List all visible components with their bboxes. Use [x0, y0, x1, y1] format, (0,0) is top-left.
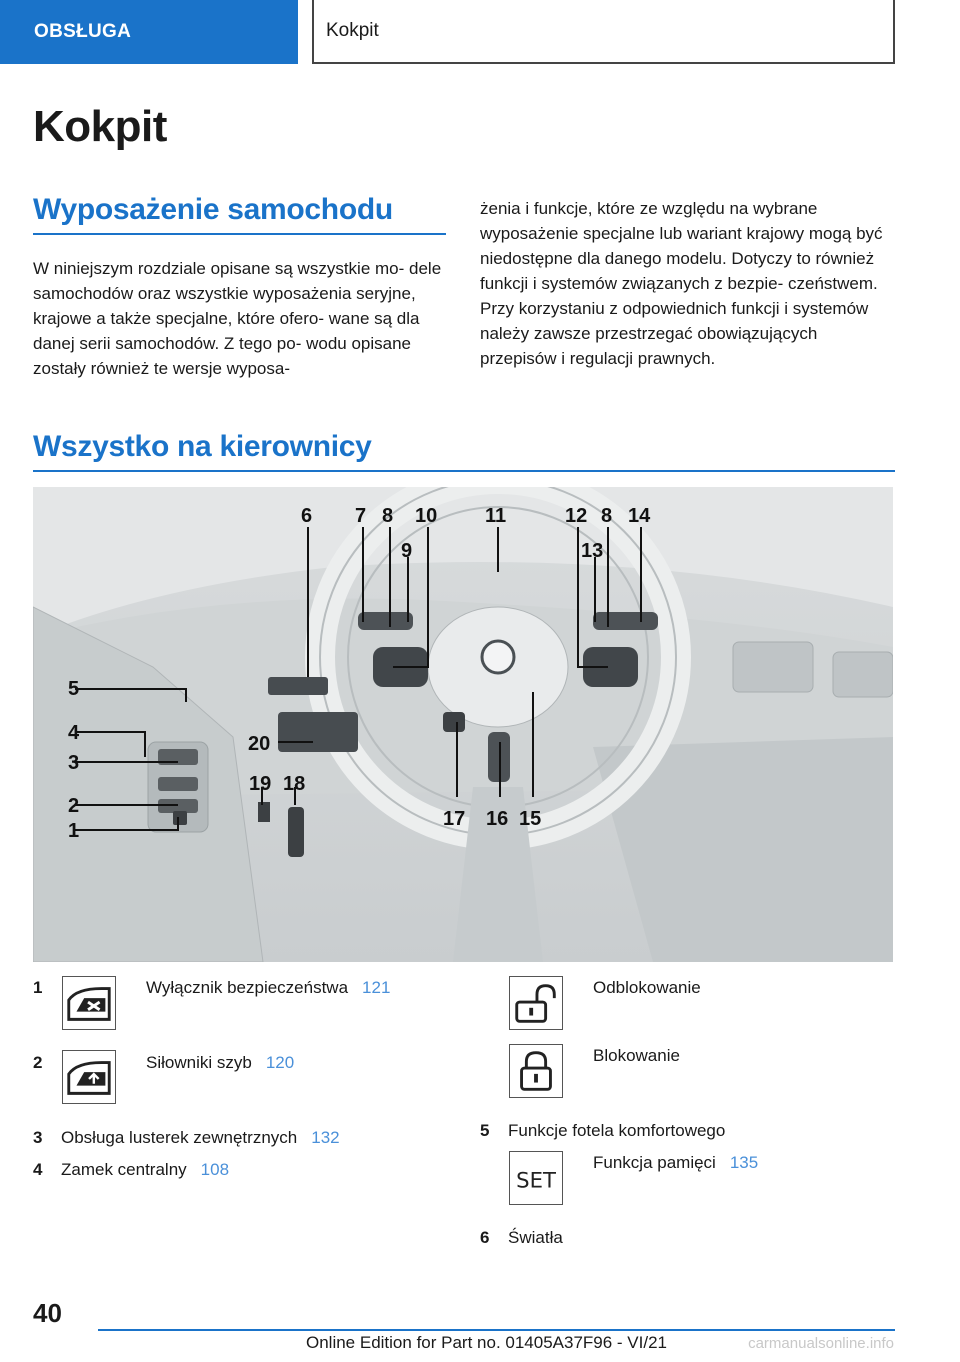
callout-7: 7: [355, 505, 367, 527]
legend-number: 4: [33, 1160, 43, 1179]
watermark: carmanualsonline.info: [748, 1335, 894, 1352]
power-window-icon: [62, 1050, 116, 1104]
footer-rule: [98, 1329, 895, 1331]
callout-3: 3: [68, 752, 80, 774]
legend-number: 3: [33, 1128, 43, 1147]
legend-item-2: [33, 1053, 61, 1073]
legend-item-5: [480, 1121, 725, 1141]
legend-label: Siłowniki szyb: [146, 1053, 252, 1072]
page-ref-link[interactable]: 132: [311, 1128, 340, 1147]
section-heading-equipment: Wyposażenie samochodu: [33, 193, 393, 226]
legend-label: Funkcje fotela komfortowego: [508, 1121, 726, 1140]
callout-2: 2: [68, 795, 80, 817]
callout-5: 5: [68, 678, 80, 700]
callout-13: 13: [581, 540, 604, 562]
legend-label-2: [146, 1053, 294, 1073]
section-rule: [33, 233, 446, 235]
legend-label: Funkcja pamięci: [593, 1153, 716, 1172]
callout-17: 17: [443, 808, 466, 830]
callout-6: 6: [301, 505, 313, 527]
legend-label: Obsługa lusterek zewnętrznych: [61, 1128, 298, 1147]
callout-8b: 8: [601, 505, 613, 527]
callout-19: 19: [249, 773, 272, 795]
legend-label-lock: [593, 1046, 680, 1066]
callout-18: 18: [283, 773, 306, 795]
legend-item-1: [33, 978, 61, 998]
callout-9: 9: [401, 540, 413, 562]
callout-16: 16: [486, 808, 509, 830]
window-safety-switch-icon: [62, 976, 116, 1030]
callout-1: 1: [68, 820, 80, 842]
legend-label-1: [146, 978, 390, 998]
callout-10: 10: [415, 505, 438, 527]
chapter-header: Kokpit: [312, 0, 895, 64]
set-icon-text: SET: [516, 1167, 556, 1193]
legend-label: Blokowanie: [593, 1046, 680, 1065]
legend-label: Zamek centralny: [61, 1160, 187, 1179]
legend-label-memory: [593, 1153, 758, 1173]
callout-15: 15: [519, 808, 542, 830]
legend-label: Wyłącznik bezpieczeństwa: [146, 978, 349, 997]
legend-number: 5: [480, 1121, 490, 1140]
page-ref-link[interactable]: 120: [265, 1053, 295, 1072]
section-rule: [33, 470, 895, 472]
page-ref-link[interactable]: 108: [200, 1160, 230, 1179]
callout-4: 4: [68, 722, 80, 744]
legend-label-unlock: [593, 978, 701, 998]
legend-item-3: [33, 1128, 340, 1148]
page-ref-link[interactable]: 135: [729, 1153, 759, 1172]
legend-label: Odblokowanie: [593, 978, 701, 997]
legend-label: Światła: [508, 1228, 563, 1247]
callout-8: 8: [382, 505, 394, 527]
callout-20: 20: [248, 733, 271, 755]
unlock-icon: [509, 976, 563, 1030]
footer-edition: Online Edition for Part no. 01405A37F96 - VI/21: [306, 1333, 668, 1352]
callout-12: 12: [565, 505, 588, 527]
legend-item-4: [33, 1160, 229, 1180]
page-number: 40: [33, 1298, 62, 1328]
legend-number: 2: [33, 1053, 43, 1072]
intro-paragraph-left: W niniejszym rozdziale opisane są wszystkie mo- dele samochodów oraz wszystkie wyposażenia seryjne, krajowe a także specjalne, które ofero- wane są dla danej serii samochodów. Z tego po- wodu opisane zostały również te wersje wyposa-: [33, 259, 442, 378]
legend-number: 1: [33, 978, 43, 997]
legend-number: 6: [480, 1228, 490, 1247]
legend-item-6: [480, 1228, 563, 1248]
cockpit-illustration: [33, 487, 893, 962]
section-heading-steering: Wszystko na kierownicy: [33, 430, 372, 463]
page-ref-link[interactable]: 121: [362, 978, 391, 997]
set-memory-icon: [509, 1151, 563, 1205]
callout-11: 11: [485, 505, 507, 527]
callout-14: 14: [628, 505, 651, 527]
section-tab: OBSŁUGA: [0, 0, 298, 64]
intro-paragraph-right: żenia i funkcje, które ze względu na wybrane wyposażenie specjalne lub wariant krajowy mogą być niedostępne dla danego modelu. Dotyczy to również funkcji i systemów związanych z bezpie- czeństwem. Przy korzystaniu z odpowiednich funkcji i systemów należy zawsze przestrzegać obowiązujących przepisów i regulacji prawnych.: [480, 199, 883, 368]
lock-icon: [509, 1044, 563, 1098]
page-title: Kokpit: [33, 102, 167, 151]
